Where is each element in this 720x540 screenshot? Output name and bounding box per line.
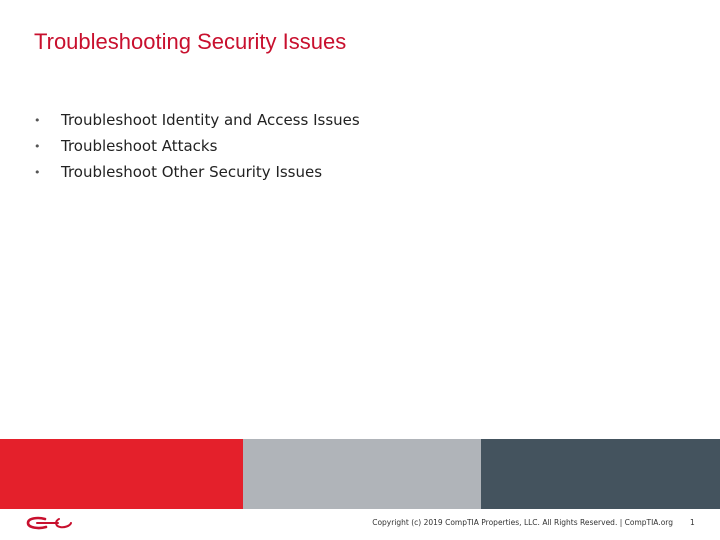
- bullet-text: Troubleshoot Attacks: [61, 137, 218, 155]
- footer-band-gray: [243, 439, 481, 509]
- comptia-logo-icon: [25, 515, 75, 531]
- footer-band-slate: [481, 439, 720, 509]
- bullet-text: Troubleshoot Other Security Issues: [61, 163, 323, 181]
- page-number: 1: [690, 518, 695, 527]
- bullet-marker: •: [34, 139, 41, 153]
- footer-band-red: [0, 439, 243, 509]
- bullet-item: [34, 159, 360, 185]
- bullet-marker: •: [34, 113, 41, 127]
- bullet-item: [34, 133, 360, 159]
- copyright-text: Copyright (c) 2019 CompTIA Properties, LLC. All Rights Reserved. | CompTIA.org: [372, 518, 673, 527]
- slide-title: Troubleshooting Security Issues: [34, 29, 347, 54]
- bullet-text: Troubleshoot Identity and Access Issues: [61, 111, 360, 129]
- bullet-list: [34, 107, 360, 185]
- bullet-item: [34, 107, 360, 133]
- bullet-marker: •: [34, 165, 41, 179]
